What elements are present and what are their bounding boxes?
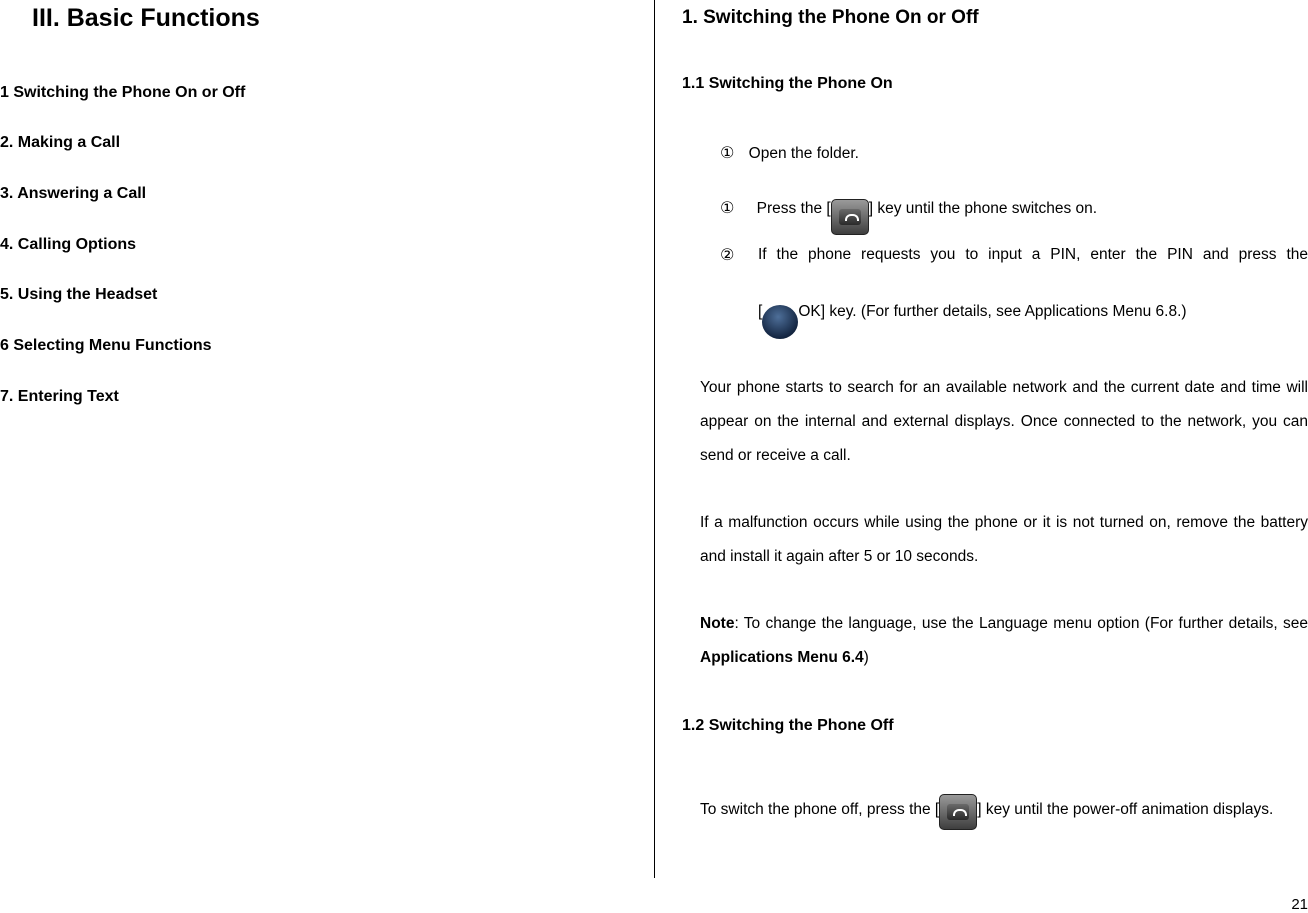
step-open-folder xyxy=(720,143,859,163)
toc-item: 3. Answering a Call xyxy=(0,185,147,202)
end-call-key-icon xyxy=(939,794,977,830)
paragraph-switch-off xyxy=(700,790,1308,830)
ok-key-icon: OK xyxy=(762,305,798,339)
step-text-pre: [ xyxy=(758,303,763,320)
end-call-key-icon xyxy=(831,199,869,235)
step-text-pre: Press the [ xyxy=(756,200,831,217)
paragraph-network: Your phone starts to search for an available network and the current date and time will appear on the internal and external displays. Once connected to the network, you can send or receive a call. xyxy=(700,379,1308,464)
subsection-heading-off: 1.2 Switching the Phone Off xyxy=(682,717,894,734)
step-text-post: ] key until the phone switches on. xyxy=(868,200,1098,217)
step-ok-line xyxy=(758,285,1187,349)
switch-off-text-pre: To switch the phone off, press the [ xyxy=(700,801,940,818)
section-heading: 1. Switching the Phone On or Off xyxy=(682,7,979,28)
note-close: ) xyxy=(863,649,869,666)
step-marker: ① xyxy=(720,200,735,217)
toc-item: 1 Switching the Phone On or Off xyxy=(0,84,246,101)
paragraph-malfunction: If a malfunction occurs while using the phone or it is not turned on, remove the battery and install it again after 5 or 10 seconds. xyxy=(700,514,1308,565)
step-marker: ② xyxy=(720,247,735,264)
toc-item: 2. Making a Call xyxy=(0,134,121,151)
toc-item: 6 Selecting Menu Functions xyxy=(0,337,212,354)
step-text: Open the folder. xyxy=(748,145,859,162)
note-reference: Applications Menu 6.4 xyxy=(700,649,864,666)
chapter-title: III. Basic Functions xyxy=(32,4,260,32)
toc-item: 5. Using the Headset xyxy=(0,286,158,303)
right-page xyxy=(682,0,1308,913)
page-number: 21 xyxy=(1291,896,1308,913)
toc-item: 7. Entering Text xyxy=(0,388,119,405)
note-label: Note xyxy=(700,615,735,632)
subsection-heading-on: 1.1 Switching the Phone On xyxy=(682,75,893,92)
page-divider xyxy=(654,0,655,878)
step-pin xyxy=(720,245,1308,265)
step-text-post: OK] key. (For further details, see Applications Menu 6.8.) xyxy=(798,303,1187,320)
switch-off-text-post: ] key until the power-off animation displays. xyxy=(977,801,1274,818)
note-text: : To change the language, use the Language menu option (For further details, see xyxy=(734,615,1308,632)
note-paragraph xyxy=(700,607,1308,675)
toc-item: 4. Calling Options xyxy=(0,236,137,253)
step-press-key xyxy=(720,183,1097,219)
step-marker: ① xyxy=(720,145,735,162)
step-text: If the phone requests you to input a PIN, enter the PIN and press the xyxy=(758,246,1308,263)
